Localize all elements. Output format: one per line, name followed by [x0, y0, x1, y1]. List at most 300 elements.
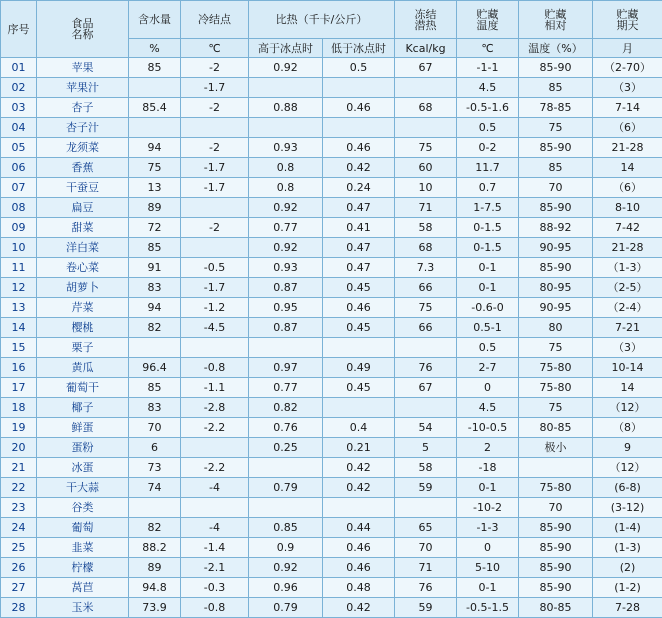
table-row [1, 478, 662, 498]
cell-storage-temp: 5-10 [457, 558, 519, 578]
cell-freeze-point: -0.8 [181, 598, 249, 618]
cell-heat-below: 0.47 [323, 198, 395, 218]
cell-index: 10 [1, 238, 37, 258]
cell-food-name: 杏子汁 [37, 118, 129, 138]
cell-latent-heat [395, 118, 457, 138]
header-row-main [1, 1, 662, 39]
cell-water: 73 [129, 458, 181, 478]
cell-water: 85.4 [129, 98, 181, 118]
cell-index: 20 [1, 438, 37, 458]
cell-freeze-point: -1.4 [181, 538, 249, 558]
cell-relative-humidity: 75 [519, 118, 593, 138]
cell-food-name: 甜菜 [37, 218, 129, 238]
cell-storage-period: 8-10 [593, 198, 662, 218]
cell-relative-humidity: 85-90 [519, 578, 593, 598]
cell-latent-heat: 7.3 [395, 258, 457, 278]
cell-index: 17 [1, 378, 37, 398]
cell-latent-heat: 68 [395, 98, 457, 118]
cell-freeze-point [181, 438, 249, 458]
cell-water: 94 [129, 138, 181, 158]
cell-water: 89 [129, 558, 181, 578]
cell-heat-above: 0.92 [249, 58, 323, 78]
cell-water: 73.9 [129, 598, 181, 618]
table-row [1, 98, 662, 118]
table-row [1, 418, 662, 438]
cell-storage-period: 7-28 [593, 598, 662, 618]
table-row [1, 498, 662, 518]
cell-food-name: 莴苣 [37, 578, 129, 598]
cell-heat-above: 0.93 [249, 258, 323, 278]
cell-freeze-point: -1.7 [181, 278, 249, 298]
cell-index: 19 [1, 418, 37, 438]
cell-water: 88.2 [129, 538, 181, 558]
cell-storage-period: 10-14 [593, 358, 662, 378]
cell-water: 94.8 [129, 578, 181, 598]
cell-storage-temp: 0.5 [457, 118, 519, 138]
cell-storage-period: (6-8) [593, 478, 662, 498]
table-row [1, 598, 662, 618]
cell-storage-period: (1-3) [593, 538, 662, 558]
cell-heat-below: 0.42 [323, 478, 395, 498]
cell-heat-above: 0.9 [249, 538, 323, 558]
cell-food-name: 黄瓜 [37, 358, 129, 378]
cell-latent-heat: 5 [395, 438, 457, 458]
cell-latent-heat: 54 [395, 418, 457, 438]
cell-heat-above [249, 118, 323, 138]
cell-food-name: 椰子 [37, 398, 129, 418]
cell-relative-humidity: 80-95 [519, 278, 593, 298]
cell-heat-above: 0.92 [249, 558, 323, 578]
cell-food-name: 苹果 [37, 58, 129, 78]
cell-storage-temp: 0-2 [457, 138, 519, 158]
table-row [1, 178, 662, 198]
cell-relative-humidity: 75-80 [519, 378, 593, 398]
cell-freeze-point: -1.7 [181, 78, 249, 98]
cell-storage-period: （3） [593, 78, 662, 98]
cell-storage-period: （3） [593, 338, 662, 358]
table-row [1, 158, 662, 178]
table-row [1, 198, 662, 218]
cell-index: 06 [1, 158, 37, 178]
table-row [1, 318, 662, 338]
cell-food-name: 柠檬 [37, 558, 129, 578]
cell-storage-temp: 0.5 [457, 338, 519, 358]
cell-storage-temp: 0 [457, 538, 519, 558]
cell-heat-below [323, 338, 395, 358]
cell-relative-humidity: 90-95 [519, 298, 593, 318]
cell-index: 24 [1, 518, 37, 538]
cell-heat-above: 0.95 [249, 298, 323, 318]
cell-storage-temp: 1-7.5 [457, 198, 519, 218]
cell-storage-temp: 0-1 [457, 258, 519, 278]
cell-heat-below [323, 78, 395, 98]
cell-freeze-point [181, 198, 249, 218]
cell-heat-above: 0.92 [249, 198, 323, 218]
cell-heat-above: 0.25 [249, 438, 323, 458]
cell-relative-humidity [519, 458, 593, 478]
cell-water: 85 [129, 238, 181, 258]
cell-food-name: 蛋粉 [37, 438, 129, 458]
cell-storage-temp: 0-1.5 [457, 238, 519, 258]
cell-food-name: 扁豆 [37, 198, 129, 218]
cell-index: 28 [1, 598, 37, 618]
cell-freeze-point: -2.1 [181, 558, 249, 578]
cell-food-name: 玉米 [37, 598, 129, 618]
cell-freeze-point: -0.5 [181, 258, 249, 278]
cell-relative-humidity: 80-85 [519, 418, 593, 438]
cell-heat-below: 0.44 [323, 518, 395, 538]
header-relative-humidity-text: 贮藏 相对 [545, 8, 567, 32]
cell-water: 13 [129, 178, 181, 198]
cell-heat-above: 0.8 [249, 158, 323, 178]
cell-heat-below: 0.24 [323, 178, 395, 198]
cell-storage-period: 7-14 [593, 98, 662, 118]
table-row [1, 538, 662, 558]
cell-relative-humidity: 75-80 [519, 478, 593, 498]
cell-food-name: 苹果汁 [37, 78, 129, 98]
table-row [1, 218, 662, 238]
cell-storage-temp: -18 [457, 458, 519, 478]
cell-water: 91 [129, 258, 181, 278]
cell-index: 23 [1, 498, 37, 518]
header-food-name-text: 食品 名称 [72, 17, 94, 41]
cell-food-name: 干大蒜 [37, 478, 129, 498]
cell-water: 85 [129, 378, 181, 398]
cell-storage-period: (2) [593, 558, 662, 578]
cell-freeze-point [181, 238, 249, 258]
cell-storage-period: （2-5） [593, 278, 662, 298]
table-row [1, 258, 662, 278]
header-relative-humidity [519, 1, 593, 39]
cell-food-name: 干蚕豆 [37, 178, 129, 198]
cell-storage-period: (3-12) [593, 498, 662, 518]
cell-index: 22 [1, 478, 37, 498]
table-row [1, 558, 662, 578]
table-row [1, 118, 662, 138]
cell-heat-above: 0.79 [249, 598, 323, 618]
cell-relative-humidity: 75 [519, 338, 593, 358]
cell-freeze-point: -1.2 [181, 298, 249, 318]
cell-latent-heat: 75 [395, 298, 457, 318]
cell-relative-humidity: 78-85 [519, 98, 593, 118]
cell-freeze-point: -4 [181, 478, 249, 498]
cell-heat-above [249, 458, 323, 478]
header-index: 序号 [1, 1, 37, 58]
cell-index: 04 [1, 118, 37, 138]
cell-latent-heat [395, 338, 457, 358]
cell-latent-heat: 58 [395, 458, 457, 478]
cell-heat-above: 0.85 [249, 518, 323, 538]
cell-index: 18 [1, 398, 37, 418]
cell-freeze-point: -0.3 [181, 578, 249, 598]
header-storage-period-text: 贮藏 期天 [617, 8, 639, 32]
cell-relative-humidity: 85-90 [519, 518, 593, 538]
cell-heat-below: 0.42 [323, 598, 395, 618]
cell-index: 12 [1, 278, 37, 298]
cell-freeze-point: -2.8 [181, 398, 249, 418]
cell-storage-period: 9 [593, 438, 662, 458]
cell-relative-humidity: 70 [519, 498, 593, 518]
cell-storage-temp: -1-1 [457, 58, 519, 78]
cell-heat-above [249, 78, 323, 98]
unit-period: 月 [593, 39, 662, 58]
cell-heat-below: 0.42 [323, 158, 395, 178]
cell-storage-period: 21-28 [593, 238, 662, 258]
cell-heat-above: 0.96 [249, 578, 323, 598]
table-row [1, 378, 662, 398]
cell-freeze-point: -1.1 [181, 378, 249, 398]
unit-water: % [129, 39, 181, 58]
cell-storage-period: （12） [593, 458, 662, 478]
cell-heat-above: 0.8 [249, 178, 323, 198]
cell-latent-heat: 76 [395, 358, 457, 378]
cell-storage-temp: -10-0.5 [457, 418, 519, 438]
cell-food-name: 洋白菜 [37, 238, 129, 258]
cell-freeze-point: -2 [181, 58, 249, 78]
cell-food-name: 樱桃 [37, 318, 129, 338]
cell-latent-heat: 71 [395, 198, 457, 218]
cell-latent-heat: 68 [395, 238, 457, 258]
cell-relative-humidity: 85-90 [519, 138, 593, 158]
cell-storage-temp: 4.5 [457, 78, 519, 98]
cell-heat-above: 0.87 [249, 278, 323, 298]
cell-water [129, 498, 181, 518]
cell-heat-below: 0.48 [323, 578, 395, 598]
cell-storage-period: (1-2) [593, 578, 662, 598]
table-row [1, 278, 662, 298]
cell-heat-below: 0.42 [323, 458, 395, 478]
table-row [1, 438, 662, 458]
cell-heat-above: 0.93 [249, 138, 323, 158]
cell-storage-period: （6） [593, 178, 662, 198]
cell-heat-above: 0.76 [249, 418, 323, 438]
cell-heat-below: 0.46 [323, 98, 395, 118]
header-storage-temp-text: 贮藏 温度 [477, 8, 499, 32]
cell-relative-humidity: 90-95 [519, 238, 593, 258]
cell-water: 82 [129, 318, 181, 338]
cell-food-name: 龙须菜 [37, 138, 129, 158]
cell-food-name: 栗子 [37, 338, 129, 358]
cell-storage-period: 14 [593, 378, 662, 398]
header-water: 含水量 [129, 1, 181, 39]
cell-latent-heat: 59 [395, 598, 457, 618]
cell-heat-above: 0.77 [249, 218, 323, 238]
cell-heat-below: 0.49 [323, 358, 395, 378]
cell-storage-period: （12） [593, 398, 662, 418]
cell-storage-temp: -0.6-0 [457, 298, 519, 318]
cell-freeze-point [181, 498, 249, 518]
cell-storage-period: （6） [593, 118, 662, 138]
cell-index: 14 [1, 318, 37, 338]
cell-index: 13 [1, 298, 37, 318]
cell-heat-below: 0.46 [323, 558, 395, 578]
table-row [1, 78, 662, 98]
cell-storage-period: 7-42 [593, 218, 662, 238]
cell-storage-temp: 2-7 [457, 358, 519, 378]
cell-heat-below: 0.45 [323, 278, 395, 298]
cell-storage-period: （2-4） [593, 298, 662, 318]
cell-latent-heat: 76 [395, 578, 457, 598]
cell-food-name: 胡萝卜 [37, 278, 129, 298]
cell-freeze-point: -2 [181, 218, 249, 238]
table-row [1, 138, 662, 158]
cell-water: 94 [129, 298, 181, 318]
cell-water: 70 [129, 418, 181, 438]
cell-heat-below: 0.45 [323, 318, 395, 338]
cell-relative-humidity: 75-80 [519, 358, 593, 378]
unit-latent: Kcal/kg [395, 39, 457, 58]
header-specific-heat: 比热（千卡/公斤） [249, 1, 395, 39]
cell-index: 16 [1, 358, 37, 378]
cell-freeze-point [181, 338, 249, 358]
table-row [1, 58, 662, 78]
cell-water: 83 [129, 278, 181, 298]
cell-relative-humidity: 70 [519, 178, 593, 198]
cell-latent-heat: 58 [395, 218, 457, 238]
cell-relative-humidity: 85-90 [519, 258, 593, 278]
cell-latent-heat [395, 398, 457, 418]
cell-relative-humidity: 85-90 [519, 58, 593, 78]
unit-above-freezing: 高于冰点时 [249, 39, 323, 58]
cell-heat-above: 0.87 [249, 318, 323, 338]
cell-freeze-point: -2 [181, 138, 249, 158]
cell-water: 74 [129, 478, 181, 498]
cell-food-name: 葡萄 [37, 518, 129, 538]
table-row [1, 298, 662, 318]
cell-water: 6 [129, 438, 181, 458]
cell-index: 27 [1, 578, 37, 598]
cell-storage-temp: -0.5-1.6 [457, 98, 519, 118]
cell-food-name: 韭菜 [37, 538, 129, 558]
cell-freeze-point: -1.7 [181, 158, 249, 178]
table-row [1, 578, 662, 598]
cell-heat-below: 0.5 [323, 58, 395, 78]
cell-heat-above: 0.82 [249, 398, 323, 418]
cell-heat-below: 0.4 [323, 418, 395, 438]
cell-freeze-point: -0.8 [181, 358, 249, 378]
cell-storage-period: （1-3） [593, 258, 662, 278]
unit-temp: ℃ [457, 39, 519, 58]
cell-latent-heat: 59 [395, 478, 457, 498]
cell-latent-heat: 66 [395, 318, 457, 338]
cell-freeze-point: -1.7 [181, 178, 249, 198]
cell-index: 15 [1, 338, 37, 358]
cell-index: 26 [1, 558, 37, 578]
table-body [1, 58, 662, 618]
cell-index: 25 [1, 538, 37, 558]
cell-relative-humidity: 80-85 [519, 598, 593, 618]
cell-storage-temp: 0.7 [457, 178, 519, 198]
cell-heat-below: 0.47 [323, 238, 395, 258]
cell-freeze-point: -2 [181, 98, 249, 118]
cell-storage-temp: 4.5 [457, 398, 519, 418]
cell-storage-temp: -1-3 [457, 518, 519, 538]
cell-latent-heat [395, 498, 457, 518]
cell-heat-above: 0.79 [249, 478, 323, 498]
cell-latent-heat: 75 [395, 138, 457, 158]
cell-freeze-point: -2.2 [181, 458, 249, 478]
cell-index: 11 [1, 258, 37, 278]
cell-latent-heat: 71 [395, 558, 457, 578]
cell-storage-period: 7-21 [593, 318, 662, 338]
cell-heat-below [323, 398, 395, 418]
cell-index: 03 [1, 98, 37, 118]
cell-heat-below: 0.46 [323, 538, 395, 558]
cell-freeze-point [181, 118, 249, 138]
cell-storage-temp: 0 [457, 378, 519, 398]
cell-water [129, 78, 181, 98]
cell-storage-temp: 11.7 [457, 158, 519, 178]
header-latent-heat [395, 1, 457, 39]
cell-storage-period: 21-28 [593, 138, 662, 158]
cell-food-name: 香蕉 [37, 158, 129, 178]
table-row [1, 338, 662, 358]
cell-storage-temp: 2 [457, 438, 519, 458]
cell-water: 85 [129, 58, 181, 78]
cell-heat-below: 0.41 [323, 218, 395, 238]
cell-heat-below: 0.21 [323, 438, 395, 458]
cell-water: 82 [129, 518, 181, 538]
cell-storage-temp: -10-2 [457, 498, 519, 518]
cell-heat-below: 0.46 [323, 298, 395, 318]
cell-food-name: 芹菜 [37, 298, 129, 318]
cell-latent-heat: 70 [395, 538, 457, 558]
cell-storage-temp: 0-1.5 [457, 218, 519, 238]
cell-storage-period: （2-70） [593, 58, 662, 78]
table-row [1, 238, 662, 258]
cell-relative-humidity: 75 [519, 398, 593, 418]
unit-freeze: ℃ [181, 39, 249, 58]
cell-latent-heat: 67 [395, 378, 457, 398]
cell-storage-temp: 0-1 [457, 278, 519, 298]
cell-index: 02 [1, 78, 37, 98]
cell-relative-humidity: 85 [519, 158, 593, 178]
cell-heat-above [249, 338, 323, 358]
cell-storage-period: (1-4) [593, 518, 662, 538]
cell-food-name: 鲜蛋 [37, 418, 129, 438]
table-row [1, 398, 662, 418]
cell-food-name: 杏子 [37, 98, 129, 118]
cell-heat-above: 0.92 [249, 238, 323, 258]
cell-index: 07 [1, 178, 37, 198]
table-row [1, 358, 662, 378]
table-row [1, 518, 662, 538]
header-freeze-point: 冷结点 [181, 1, 249, 39]
cell-index: 01 [1, 58, 37, 78]
header-storage-temp [457, 1, 519, 39]
cell-storage-period: （8） [593, 418, 662, 438]
cell-latent-heat [395, 78, 457, 98]
cell-water: 72 [129, 218, 181, 238]
cell-relative-humidity: 88-92 [519, 218, 593, 238]
cell-water: 89 [129, 198, 181, 218]
cell-freeze-point: -4 [181, 518, 249, 538]
cell-heat-below [323, 118, 395, 138]
cell-relative-humidity: 85-90 [519, 538, 593, 558]
cell-freeze-point: -2.2 [181, 418, 249, 438]
cell-index: 09 [1, 218, 37, 238]
cell-index: 05 [1, 138, 37, 158]
cell-relative-humidity: 85-90 [519, 558, 593, 578]
cell-storage-temp: 0-1 [457, 478, 519, 498]
cell-index: 21 [1, 458, 37, 478]
cell-heat-below: 0.45 [323, 378, 395, 398]
cell-water: 96.4 [129, 358, 181, 378]
header-storage-period [593, 1, 662, 39]
cell-food-name: 葡萄干 [37, 378, 129, 398]
cell-relative-humidity: 80 [519, 318, 593, 338]
cell-water: 75 [129, 158, 181, 178]
